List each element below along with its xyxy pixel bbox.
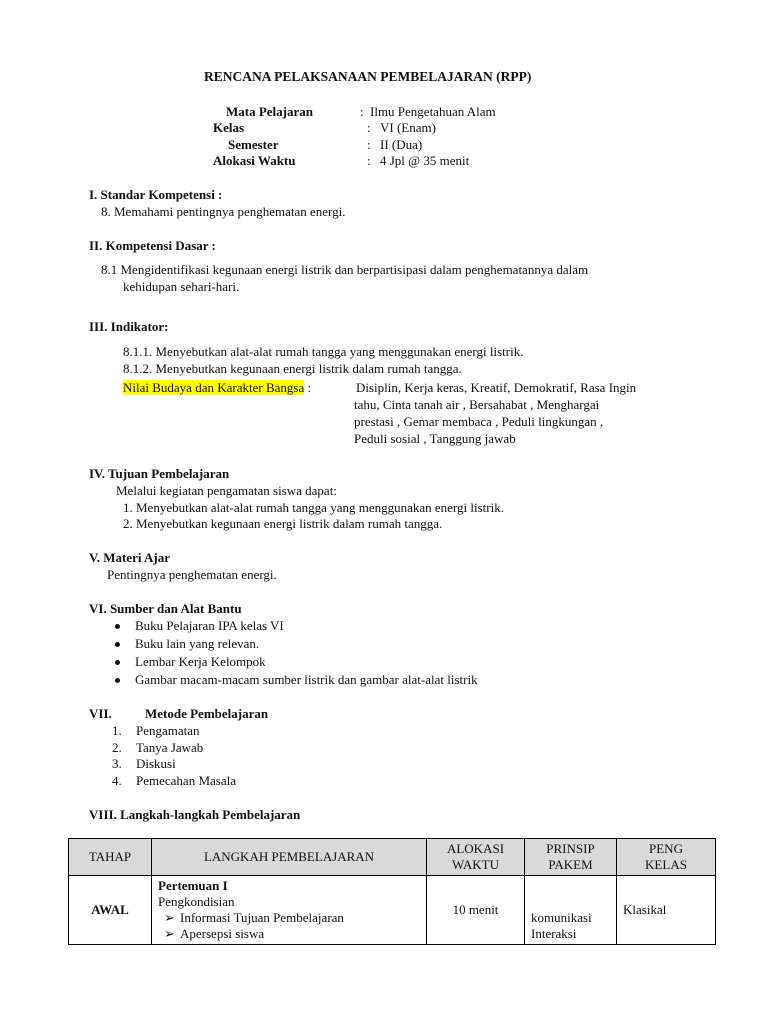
identity-sep: : [360, 104, 364, 119]
section-heading-langkah-pembelajaran: VIII. Langkah-langkah Pembelajaran [89, 807, 301, 822]
identity-value-semester: II (Dua) [380, 137, 423, 152]
identity-sep: : [367, 120, 371, 135]
header-prinsip-line1: PRINSIP [546, 841, 595, 856]
identity-label-kelas: Kelas [213, 120, 245, 135]
langkah-item: Apersepsi siswa [180, 926, 265, 941]
langkah-bullet-list [158, 910, 420, 942]
nilai-budaya-line: tahu, Cinta tanah air , Bersahabat , Menghargai [354, 397, 600, 412]
header-prinsip-line2: PAKEM [548, 857, 593, 872]
list-item [164, 910, 420, 926]
header-alokasi-line2: WAKTU [452, 857, 499, 872]
header-peng-line1: PENG [649, 841, 683, 856]
section-text-kompetensi-dasar-line1: 8.1 Mengidentifikasi kegunaan energi listrik dan berpartisipasi dalam penghematannya dalam [101, 262, 589, 277]
sumber-item: Lembar Kerja Kelompok [135, 654, 266, 669]
cell-peng-kelas: Klasikal [617, 876, 716, 945]
cell-prinsip-line2: Interaksi [531, 926, 577, 941]
cell-prinsip-line1: komunikasi [531, 910, 592, 925]
header-alokasi-line1: ALOKASI [446, 841, 505, 856]
bullet-dot-icon [115, 642, 120, 647]
cell-prinsip-pakem [525, 876, 617, 945]
nilai-budaya-label [123, 380, 311, 396]
metode-number: 2. [112, 740, 122, 755]
identity-sep: : [367, 153, 371, 168]
nilai-budaya-sep: : [307, 380, 312, 395]
section-number-metode: VII. [89, 706, 112, 721]
tujuan-intro: Melalui kegiatan pengamatan siswa dapat: [116, 483, 337, 498]
tujuan-item: 1. Menyebutkan alat-alat rumah tangga yang menggunakan energi listrik. [123, 500, 504, 515]
cell-pengkondisian: Pengkondisian [158, 894, 235, 909]
arrow-bullet-icon: ➢ [164, 910, 175, 925]
header-alokasi-waktu [427, 839, 525, 876]
metode-item: Diskusi [136, 756, 176, 771]
table-row [69, 876, 716, 945]
section-text-standar-kompetensi: 8. Memahami pentingnya penghematan energi. [101, 204, 346, 219]
langkah-item: Informasi Tujuan Pembelajaran [180, 910, 344, 925]
nilai-budaya-line: Disiplin, Kerja keras, Kreatif, Demokratif, Rasa Ingin [356, 380, 637, 395]
identity-value-mata-pelajaran: Ilmu Pengetahuan Alam [370, 104, 496, 119]
section-heading-materi-ajar: V. Materi Ajar [89, 550, 170, 565]
cell-tahap: AWAL [69, 876, 152, 945]
section-heading-sumber-alat-bantu: VI. Sumber dan Alat Bantu [89, 601, 242, 616]
section-heading-standar-kompetensi: I. Standar Kompetensi : [89, 187, 223, 202]
metode-number: 3. [112, 756, 122, 771]
section-heading-tujuan-pembelajaran: IV. Tujuan Pembelajaran [89, 466, 230, 481]
section-text-kompetensi-dasar-line2: kehidupan sehari-hari. [123, 279, 240, 294]
header-langkah-pembelajaran: LANGKAH PEMBELAJARAN [152, 839, 427, 876]
list-item [164, 926, 420, 942]
header-peng-kelas [617, 839, 716, 876]
bullet-dot-icon [115, 678, 120, 683]
section-heading-metode-pembelajaran: Metode Pembelajaran [145, 706, 269, 721]
indikator-item: 8.1.2. Menyebutkan kegunaan energi listrik dalam rumah tangga. [123, 361, 462, 376]
sumber-item: Buku lain yang relevan. [135, 636, 260, 651]
metode-number: 1. [112, 723, 122, 738]
nilai-budaya-line: Peduli sosial , Tanggung jawab [354, 431, 516, 446]
metode-item: Tanya Jawab [136, 740, 204, 755]
header-peng-line2: KELAS [645, 857, 687, 872]
tujuan-item: 2. Menyebutkan kegunaan energi listrik dalam rumah tangga. [123, 516, 443, 531]
identity-label-semester: Semester [228, 137, 279, 152]
document-title: RENCANA PELAKSANAAN PEMBELAJARAN (RPP) [204, 69, 532, 84]
sumber-item: Buku Pelajaran IPA kelas VI [135, 618, 284, 633]
metode-item: Pemecahan Masala [136, 773, 236, 788]
cell-pertemuan: Pertemuan I [158, 878, 228, 893]
materi-ajar-text: Pentingnya penghematan energi. [107, 567, 277, 582]
bullet-dot-icon [115, 660, 120, 665]
identity-label-mata-pelajaran: Mata Pelajaran [226, 104, 314, 119]
bullet-dot-icon [115, 624, 120, 629]
identity-value-kelas: VI (Enam) [380, 120, 436, 135]
nilai-budaya-highlight: Nilai Budaya dan Karakter Bangsa [123, 380, 305, 395]
metode-number: 4. [112, 773, 122, 788]
metode-item: Pengamatan [136, 723, 200, 738]
section-heading-indikator: III. Indikator: [89, 319, 169, 334]
arrow-bullet-icon: ➢ [164, 926, 175, 941]
header-tahap: TAHAP [69, 839, 152, 876]
cell-alokasi-waktu: 10 menit [427, 876, 525, 945]
identity-sep: : [367, 137, 371, 152]
nilai-budaya-line: prestasi , Gemar membaca , Peduli lingkungan , [354, 414, 604, 429]
sumber-item: Gambar macam-macam sumber listrik dan gambar alat-alat listrik [135, 672, 478, 687]
langkah-pembelajaran-table [68, 838, 716, 945]
table-header-row [69, 839, 716, 876]
header-prinsip-pakem [525, 839, 617, 876]
section-heading-kompetensi-dasar: II. Kompetensi Dasar : [89, 238, 216, 253]
identity-label-alokasi-waktu: Alokasi Waktu [213, 153, 296, 168]
indikator-item: 8.1.1. Menyebutkan alat-alat rumah tangga yang menggunakan energi listrik. [123, 344, 524, 359]
cell-langkah [152, 876, 427, 945]
identity-value-alokasi-waktu: 4 Jpl @ 35 menit [380, 153, 470, 168]
